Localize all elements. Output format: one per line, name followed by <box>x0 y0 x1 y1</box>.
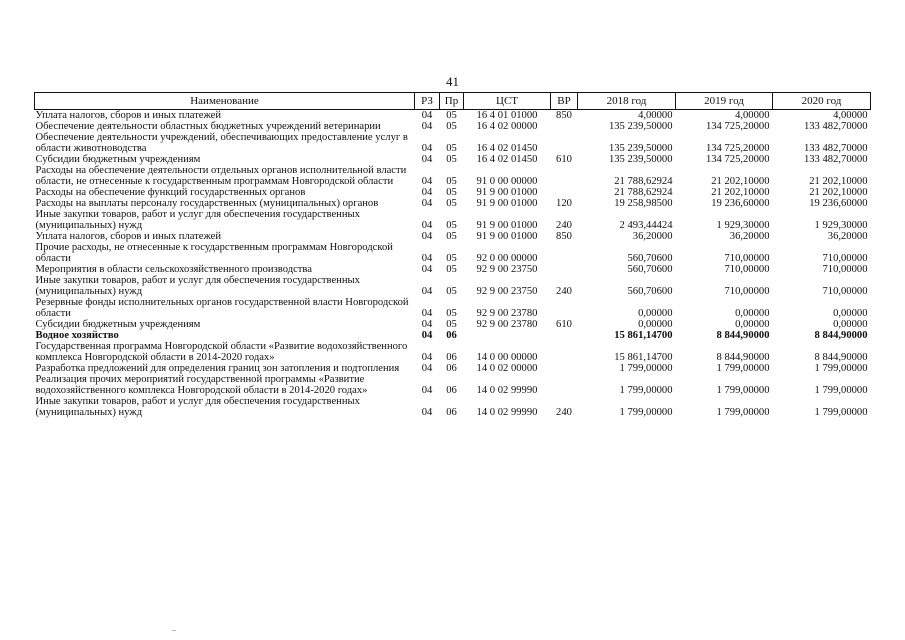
cell-2019: 710,00000 <box>724 264 770 275</box>
cell-2018: 21 788,62924 <box>614 176 673 187</box>
page-number: 41 <box>446 74 459 89</box>
cell-cst: 16 4 01 01000 <box>476 110 538 121</box>
cell-pr: 05 <box>446 187 457 198</box>
header-2020: 2020 год <box>773 93 871 110</box>
cell-rz: 04 <box>421 176 433 187</box>
cell-cst: 92 9 00 23780 <box>476 319 538 330</box>
cell-2020: 133 482,70000 <box>803 143 868 154</box>
cell-2020: 710,00000 <box>822 264 868 275</box>
cell-rz: 04 <box>421 286 433 297</box>
cell-2019: 4,00000 <box>735 110 770 121</box>
cell-2020: 19 236,60000 <box>809 198 868 209</box>
cell-2019: 0,00000 <box>735 308 770 319</box>
cell-rz: 04 <box>421 220 433 231</box>
cell-2019: 134 725,20000 <box>705 154 770 165</box>
cell-2019: 0,00000 <box>735 319 770 330</box>
cell-rz: 04 <box>421 187 433 198</box>
cell-name: Обеспечение деятельности учреждений, обеспечивающих предоставление услуг в области животноводства <box>35 132 408 154</box>
cell-2020: 0,00000 <box>833 308 868 319</box>
header-2018: 2018 год <box>578 93 676 110</box>
cell-name: Уплата налогов, сборов и иных платежей <box>35 231 222 242</box>
cell-vr <box>551 374 578 396</box>
cell-vr: 120 <box>556 198 572 209</box>
cell-cst: 92 9 00 23780 <box>476 308 538 319</box>
cell-2020: 0,00000 <box>833 319 868 330</box>
cell-name: Уплата налогов, сборов и иных платежей <box>35 110 222 121</box>
header-cst: ЦСТ <box>464 93 551 110</box>
cell-vr <box>551 297 578 319</box>
header-name: Наименование <box>35 93 415 110</box>
table-row <box>35 330 871 341</box>
cell-name: Реализация прочих мероприятий государственной программы «Развитие водохозяйственного комплекса Новгородской области в 2014-2020 годах» <box>35 374 368 396</box>
table-row <box>35 110 871 122</box>
cell-2018: 2 493,44424 <box>619 220 673 231</box>
cell-cst: 92 0 00 00000 <box>476 253 538 264</box>
cell-pr: 06 <box>446 363 457 374</box>
cell-rz: 04 <box>421 363 433 374</box>
cell-2018: 1 799,00000 <box>619 407 673 418</box>
cell-2018: 1 799,00000 <box>619 385 673 396</box>
cell-rz: 04 <box>421 121 433 132</box>
cell-2019: 1 799,00000 <box>716 385 770 396</box>
cell-vr <box>551 165 578 187</box>
cell-2019: 8 844,90000 <box>716 352 770 363</box>
cell-cst: 16 4 02 01450 <box>476 154 538 165</box>
cell-cst: 91 9 00 01000 <box>476 231 538 242</box>
cell-cst <box>464 330 551 341</box>
cell-pr: 05 <box>446 220 457 231</box>
cell-2019: 19 236,60000 <box>711 198 770 209</box>
cell-pr: 05 <box>446 176 457 187</box>
table-row <box>35 165 871 187</box>
cell-vr <box>551 264 578 275</box>
table-row <box>35 242 871 264</box>
cell-2020: 133 482,70000 <box>803 154 868 165</box>
cell-pr: 05 <box>446 286 457 297</box>
table-row <box>35 363 871 374</box>
table-row <box>35 264 871 275</box>
cell-cst: 92 9 00 23750 <box>476 264 538 275</box>
cell-rz: 04 <box>421 110 433 121</box>
cell-2020: 1 799,00000 <box>814 407 868 418</box>
cell-rz: 04 <box>421 264 433 275</box>
cell-rz: 04 <box>421 330 433 341</box>
cell-rz: 04 <box>421 407 433 418</box>
cell-2018: 1 799,00000 <box>619 363 673 374</box>
table-row <box>35 231 871 242</box>
cell-2019: 21 202,10000 <box>711 187 770 198</box>
cell-vr: 850 <box>556 231 572 242</box>
cell-vr <box>551 121 578 132</box>
cell-vr: 240 <box>556 220 572 231</box>
cell-name: Разработка предложений для определения границ зон затопления и подтопления <box>35 363 400 374</box>
cell-2019: 1 799,00000 <box>716 407 770 418</box>
cell-2018: 135 239,50000 <box>608 143 673 154</box>
cell-2019: 1 929,30000 <box>716 220 770 231</box>
cell-2019: 710,00000 <box>724 253 770 264</box>
cell-name: Мероприятия в области сельскохозяйственного производства <box>35 264 312 275</box>
table-row <box>35 154 871 165</box>
cell-2018: 560,70600 <box>627 286 673 297</box>
cell-cst: 91 9 00 01000 <box>476 220 538 231</box>
cell-rz: 04 <box>421 308 433 319</box>
cell-2019: 1 799,00000 <box>716 363 770 374</box>
cell-vr: 610 <box>556 319 572 330</box>
cell-pr: 05 <box>446 308 457 319</box>
cell-rz: 04 <box>421 231 433 242</box>
cell-rz: 04 <box>421 154 433 165</box>
header-pr: Пр <box>440 93 464 110</box>
cell-rz: 04 <box>421 385 433 396</box>
cell-cst: 14 0 02 99990 <box>476 407 538 418</box>
table-row <box>35 209 871 231</box>
table-row <box>35 319 871 330</box>
cell-2019: 21 202,10000 <box>711 176 770 187</box>
cell-cst: 14 0 02 99990 <box>476 385 538 396</box>
cell-2020: 21 202,10000 <box>809 187 868 198</box>
cell-cst: 91 9 00 01000 <box>476 187 538 198</box>
cell-pr: 06 <box>446 407 457 418</box>
cell-2019: 710,00000 <box>724 286 770 297</box>
table-row <box>35 341 871 363</box>
cell-vr: 240 <box>556 407 572 418</box>
cell-pr: 05 <box>446 121 457 132</box>
cell-2018: 36,20000 <box>632 231 673 242</box>
cell-name: Расходы на выплаты персоналу государственных (муниципальных) органов <box>35 198 379 209</box>
cell-2018: 15 861,14700 <box>614 330 673 341</box>
cell-2018: 0,00000 <box>638 308 673 319</box>
cell-pr: 05 <box>446 231 457 242</box>
cell-2020: 8 844,90000 <box>814 330 868 341</box>
cell-2018: 560,70600 <box>627 264 673 275</box>
cell-2018: 0,00000 <box>638 319 673 330</box>
cell-pr: 06 <box>446 352 457 363</box>
cell-2020: 710,00000 <box>822 253 868 264</box>
cell-2018: 135 239,50000 <box>608 121 673 132</box>
table-row <box>35 275 871 297</box>
cell-cst: 14 0 02 00000 <box>476 363 538 374</box>
cell-vr <box>551 330 578 341</box>
cell-cst: 91 0 00 00000 <box>476 176 538 187</box>
cell-2018: 560,70600 <box>627 253 673 264</box>
cell-rz: 04 <box>421 319 433 330</box>
cell-2018: 135 239,50000 <box>608 154 673 165</box>
table-row <box>35 198 871 209</box>
cell-cst: 16 4 02 01450 <box>476 143 538 154</box>
table-row <box>35 187 871 198</box>
cell-vr <box>551 187 578 198</box>
cell-2020: 1 929,30000 <box>814 220 868 231</box>
cell-pr: 05 <box>446 198 457 209</box>
scan-artifact <box>172 630 176 631</box>
cell-vr <box>551 132 578 154</box>
cell-name: Государственная программа Новгородской области «Развитие водохозяйственного комплекса Новгородской области в 2014-2020 годах» <box>35 341 408 363</box>
cell-pr: 05 <box>446 253 457 264</box>
cell-2020: 21 202,10000 <box>809 176 868 187</box>
cell-name: Иные закупки товаров, работ и услуг для обеспечения государственных (муниципальных) нужд <box>35 275 360 297</box>
table-row <box>35 297 871 319</box>
cell-2020: 1 799,00000 <box>814 363 868 374</box>
cell-2020: 1 799,00000 <box>814 385 868 396</box>
cell-2019: 134 725,20000 <box>705 143 770 154</box>
cell-rz: 04 <box>421 143 433 154</box>
cell-2019: 36,20000 <box>729 231 770 242</box>
cell-vr: 850 <box>556 110 572 121</box>
cell-pr: 05 <box>446 319 457 330</box>
cell-2020: 8 844,90000 <box>814 352 868 363</box>
cell-pr: 06 <box>446 330 457 341</box>
cell-name: Обеспечение деятельности областных бюджетных учреждений ветеринарии <box>35 121 381 132</box>
cell-2018: 15 861,14700 <box>614 352 673 363</box>
cell-2020: 133 482,70000 <box>803 121 868 132</box>
table-row <box>35 374 871 396</box>
cell-cst: 92 9 00 23750 <box>476 286 538 297</box>
cell-name: Субсидии бюджетным учреждениям <box>35 319 201 330</box>
cell-2019: 134 725,20000 <box>705 121 770 132</box>
cell-2018: 21 788,62924 <box>614 187 673 198</box>
cell-name: Резервные фонды исполнительных органов государственной власти Новгородской области <box>35 297 409 319</box>
cell-vr: 240 <box>556 286 572 297</box>
cell-2020: 4,00000 <box>833 110 868 121</box>
cell-pr: 05 <box>446 154 457 165</box>
cell-pr: 05 <box>446 110 457 121</box>
cell-vr <box>551 363 578 374</box>
cell-cst: 14 0 00 00000 <box>476 352 538 363</box>
cell-pr: 05 <box>446 143 457 154</box>
cell-vr: 610 <box>556 154 572 165</box>
cell-2018: 19 258,98500 <box>614 198 673 209</box>
cell-cst: 91 9 00 01000 <box>476 198 538 209</box>
header-2019: 2019 год <box>676 93 773 110</box>
cell-vr <box>551 341 578 363</box>
table-row <box>35 121 871 132</box>
cell-rz: 04 <box>421 253 433 264</box>
cell-cst: 16 4 02 00000 <box>476 121 538 132</box>
cell-pr: 05 <box>446 264 457 275</box>
cell-2020: 710,00000 <box>822 286 868 297</box>
cell-rz: 04 <box>421 198 433 209</box>
cell-name: Расходы на обеспечение деятельности отдельных органов исполнительной власти области, не отнесенные к государственным программам Новгородской области <box>35 165 407 187</box>
header-rz: РЗ <box>415 93 440 110</box>
table-row <box>35 396 871 418</box>
table-row <box>35 132 871 154</box>
cell-name: Прочие расходы, не отнесенные к государственным программам Новгородской области <box>35 242 393 264</box>
cell-name: Иные закупки товаров, работ и услуг для обеспечения государственных (муниципальных) нужд <box>35 396 360 418</box>
cell-name: Расходы на обеспечение функций государственных органов <box>35 187 306 198</box>
cell-pr: 06 <box>446 385 457 396</box>
cell-name: Водное хозяйство <box>35 330 119 341</box>
cell-name: Иные закупки товаров, работ и услуг для обеспечения государственных (муниципальных) нужд <box>35 209 360 231</box>
cell-name: Субсидии бюджетным учреждениям <box>35 154 201 165</box>
cell-rz: 04 <box>421 352 433 363</box>
budget-table <box>34 92 871 418</box>
cell-vr <box>551 242 578 264</box>
cell-2020: 36,20000 <box>827 231 868 242</box>
table-header-row <box>35 93 871 110</box>
cell-2018: 4,00000 <box>638 110 673 121</box>
cell-2019: 8 844,90000 <box>716 330 770 341</box>
header-vr: ВР <box>551 93 578 110</box>
